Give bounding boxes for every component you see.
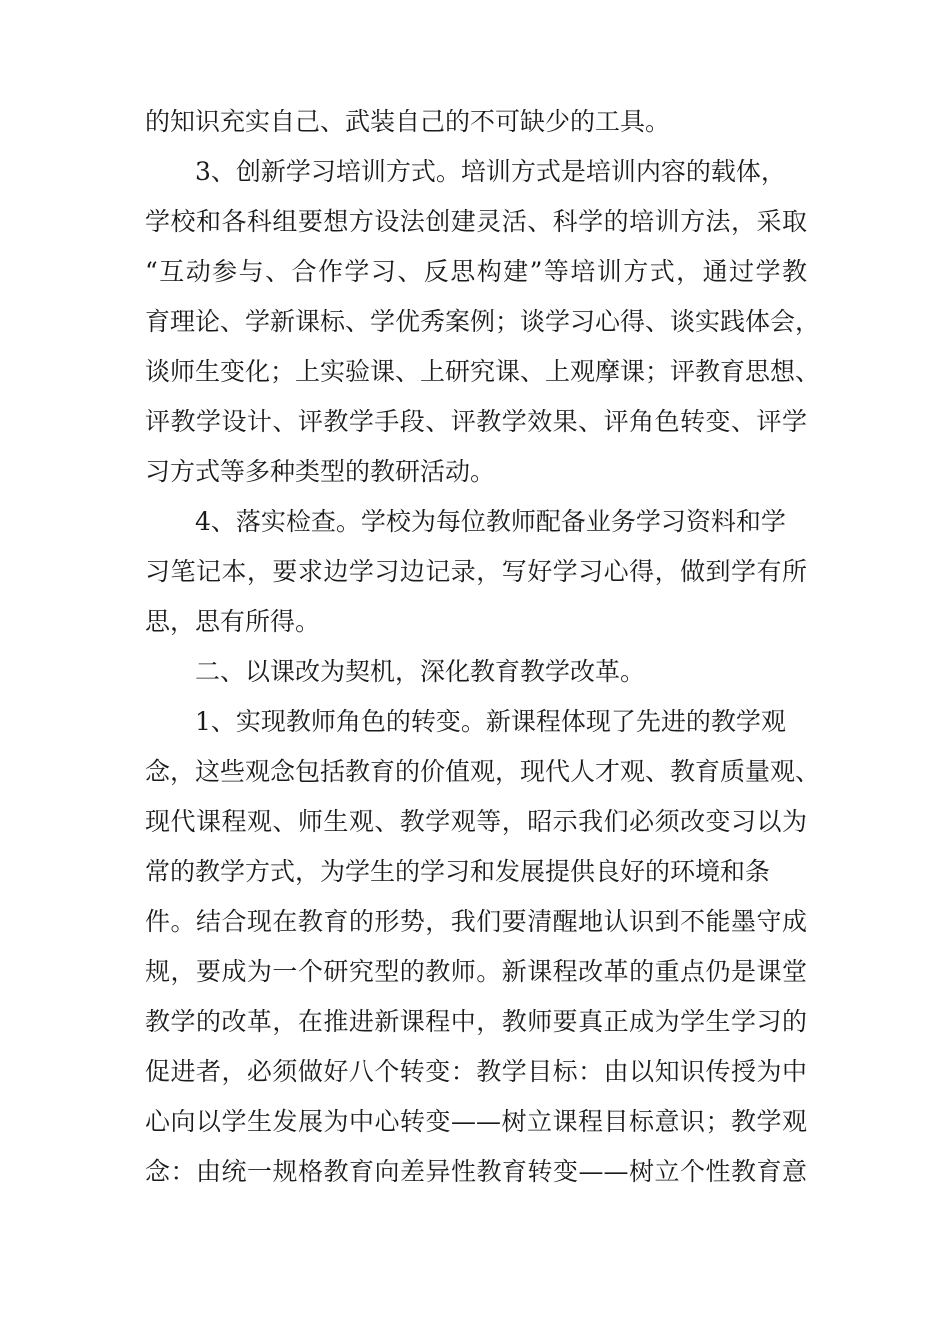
text-line: 评教学设计、评教学手段、评教学效果、评角色转变、评学 — [145, 407, 807, 436]
text-line: 3、创新学习培训方式。培训方式是培训内容的载体， — [145, 157, 786, 186]
text-line: 二、以课改为契机，深化教育教学改革。 — [145, 657, 646, 686]
text-line: 习笔记本，要求边学习边记录，写好学习心得，做到学有所 — [145, 557, 807, 586]
text-line: 促进者，必须做好八个转变：教学目标：由以知识传授为中 — [145, 1057, 807, 1086]
text-line: “互动参与、合作学习、反思构建”等培训方式，通过学教 — [145, 257, 807, 286]
text-line: 谈师生变化；上实验课、上研究课、上观摩课；评教育思想、 — [145, 357, 821, 386]
text-line: 思，思有所得。 — [145, 607, 321, 636]
text-line: 现代课程观、师生观、教学观等，昭示我们必须改变习以为 — [145, 807, 807, 836]
body-text — [145, 97, 821, 1197]
text-line: 常的教学方式，为学生的学习和发展提供良好的环境和条 — [145, 857, 771, 886]
text-line: 念，这些观念包括教育的价值观，现代人才观、教育质量观、 — [145, 757, 821, 786]
text-line: 件。结合现在教育的形势，我们要清醒地认识到不能墨守成 — [145, 907, 807, 936]
text-line: 学校和各科组要想方设法创建灵活、科学的培训方法，采取 — [145, 207, 807, 236]
text-line: 教学的改革，在推进新课程中，教师要真正成为学生学习的 — [145, 1007, 807, 1036]
text-line: 1、实现教师角色的转变。新课程体现了先进的教学观 — [145, 707, 786, 736]
text-line: 育理论、学新课标、学优秀案例；谈学习心得、谈实践体会， — [145, 307, 821, 336]
text-line: 4、落实检查。学校为每位教师配备业务学习资料和学 — [145, 507, 786, 536]
text-line: 心向以学生发展为中心转变——树立课程目标意识；教学观 — [145, 1107, 807, 1136]
text-line: 的知识充实自己、武装自己的不可缺少的工具。 — [145, 107, 671, 136]
text-line: 念：由统一规格教育向差异性教育转变——树立个性教育意 — [145, 1157, 807, 1186]
text-line: 习方式等多种类型的教研活动。 — [145, 457, 496, 486]
text-line: 规，要成为一个研究型的教师。新课程改革的重点仍是课堂 — [145, 957, 807, 986]
